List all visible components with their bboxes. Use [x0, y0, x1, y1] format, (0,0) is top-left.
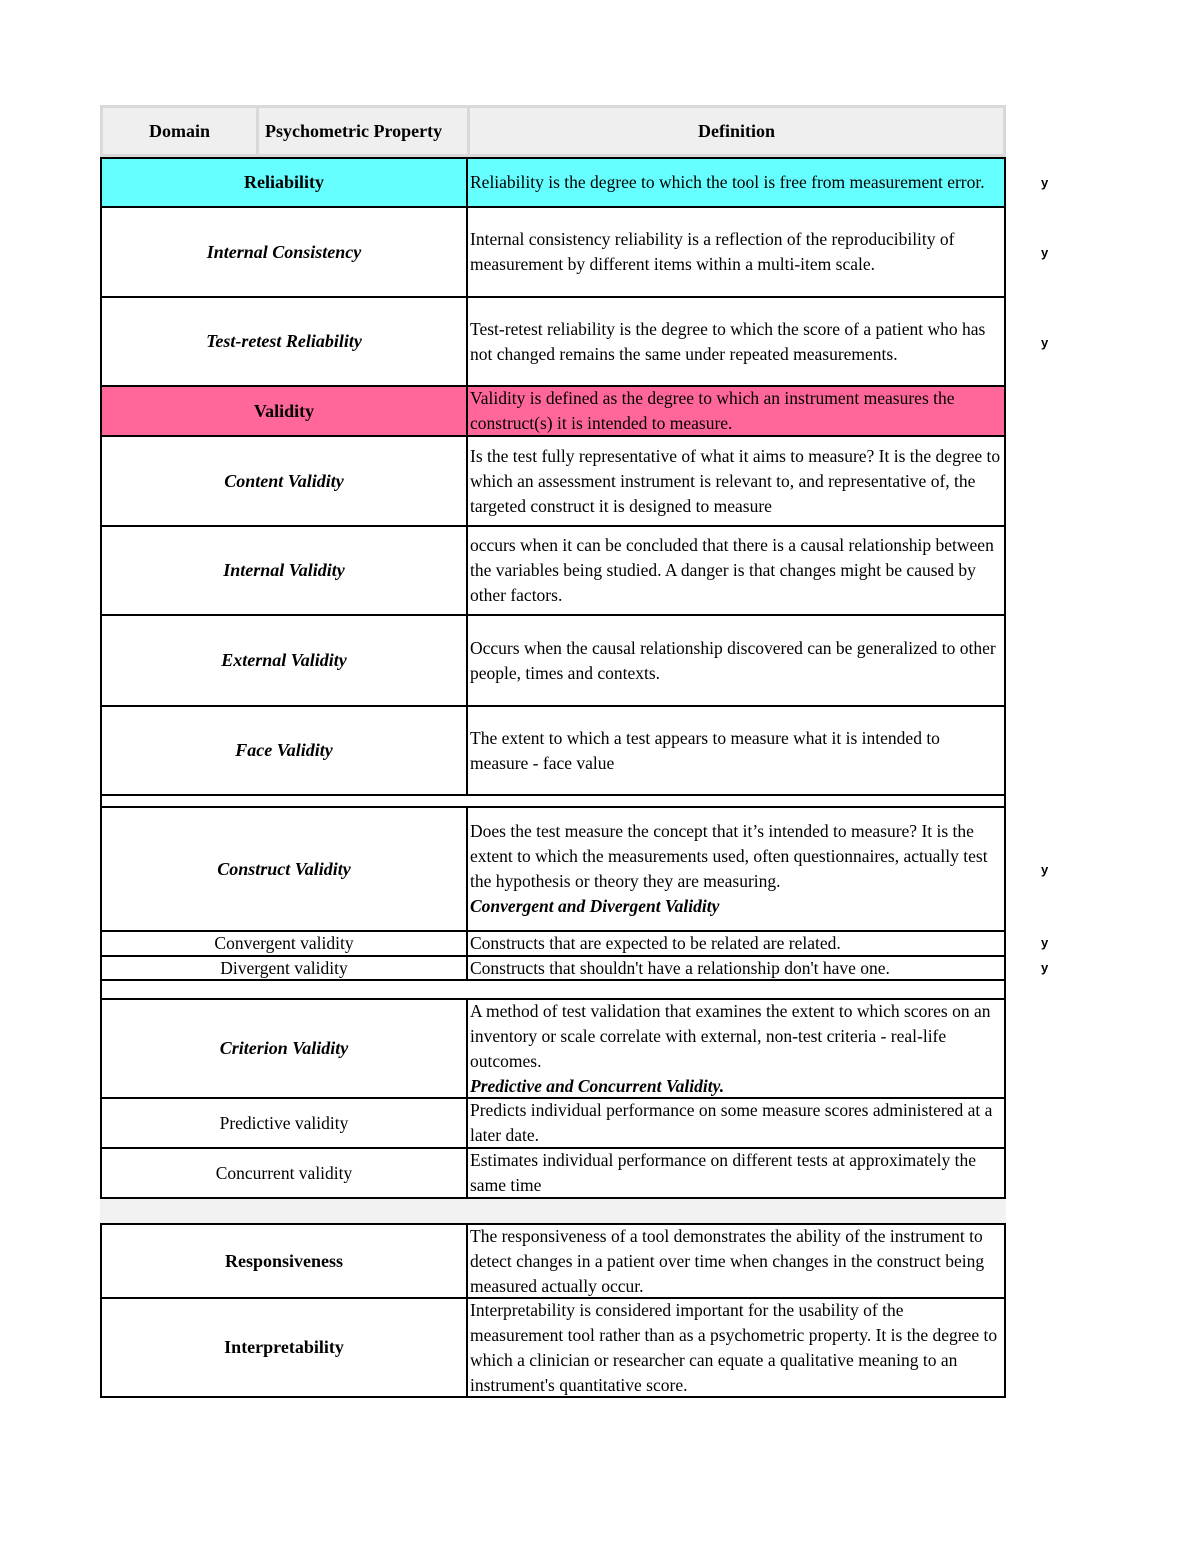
row-content-validity — [100, 437, 1006, 527]
row-face-validity — [100, 707, 1006, 796]
property-name: Internal Consistency — [102, 208, 468, 296]
property-name: Validity — [102, 387, 468, 435]
property-definition: Validity is defined as the degree to which an instrument measures the construct(s) it is intended to measure. — [470, 388, 955, 433]
row-internal-validity — [100, 527, 1006, 616]
property-name: Reliability — [102, 159, 468, 206]
row-responsiveness — [100, 1223, 1006, 1299]
property-definition: Internal consistency reliability is a reflection of the reproducibility of measurement by different items within a multi-item scale. — [470, 229, 955, 274]
header-property: Psychometric Property — [259, 108, 470, 154]
property-definition: Constructs that shouldn't have a relationship don't have one. — [470, 957, 890, 978]
row-reliability — [100, 157, 1006, 208]
row-spacer — [100, 796, 1006, 808]
row-interpretability — [100, 1299, 1006, 1398]
y-mark: y — [1041, 960, 1049, 975]
property-name: Divergent validity — [102, 957, 468, 979]
row-validity — [100, 387, 1006, 437]
property-name: Internal Validity — [102, 527, 468, 614]
definition-text: A method of test validation that examines the extent to which scores on an inventory or scale correlate with external, non-test criteria - real-life outcomes. — [470, 1000, 991, 1071]
header-definition: Definition — [697, 120, 775, 141]
property-name: Test-retest Reliability — [102, 298, 468, 385]
row-concurrent-validity — [100, 1149, 1006, 1199]
row-gap — [100, 1199, 1006, 1223]
property-definition: Reliability is the degree to which the tool is free from measurement error. — [470, 172, 985, 192]
row-convergent-validity — [100, 932, 1006, 957]
property-name: Criterion Validity — [102, 1000, 468, 1097]
y-mark: y — [1041, 862, 1049, 877]
definition-text: Does the test measure the concept that it’s intended to measure? It is the extent to which the measurements used, often questionnaires, actually test the hypothesis or theory they are measuring. — [470, 821, 988, 891]
row-predictive-validity — [100, 1099, 1006, 1149]
property-definition — [468, 1000, 1004, 1097]
property-definition: Is the test fully representative of what it aims to measure? It is the degree to which an assessment instrument is relevant to, and representative of, the targeted construct it is designed to measure — [470, 445, 1001, 516]
property-definition: Estimates individual performance on different tests at approximately the same time — [470, 1150, 977, 1195]
property-definition: Constructs that are expected to be related are related. — [470, 933, 841, 953]
y-mark: y — [1041, 935, 1049, 950]
definition-subheading: Predictive and Concurrent Validity. — [470, 1075, 725, 1096]
row-test-retest — [100, 298, 1006, 387]
property-definition — [468, 808, 1004, 930]
y-mark: y — [1041, 335, 1049, 350]
property-definition: Test-retest reliability is the degree to which the score of a patient who has not changed remains the same under repeated measurements. — [470, 318, 986, 364]
property-name: Responsiveness — [102, 1225, 468, 1297]
psychometric-table — [100, 105, 1006, 1398]
row-internal-consistency — [100, 208, 1006, 298]
row-construct-validity — [100, 808, 1006, 932]
property-name: Face Validity — [102, 707, 468, 794]
property-definition: Interpretability is considered important for the usability of the measurement tool rather than as a psychometric property. It is the degree to which a clinician or researcher can equate a qualitative meaning to an instrument's quantitative score. — [470, 1299, 998, 1395]
property-name: Concurrent validity — [102, 1149, 468, 1197]
property-definition: The extent to which a test appears to measure what it is intended to measure - face value — [470, 727, 940, 773]
property-name: Predictive validity — [102, 1099, 468, 1147]
property-name: Construct Validity — [102, 808, 468, 930]
property-definition: Occurs when the causal relationship discovered can be generalized to other people, times and contexts. — [470, 637, 996, 683]
property-name: Content Validity — [102, 437, 468, 525]
table-header — [100, 105, 1006, 157]
row-external-validity — [100, 616, 1006, 707]
header-domain: Domain — [103, 108, 259, 154]
property-definition: The responsiveness of a tool demonstrates the ability of the instrument to detect changes in a patient over time when changes in the construct being measured actually occur. — [470, 1225, 985, 1296]
property-name: External Validity — [102, 616, 468, 705]
definition-subheading: Convergent and Divergent Validity — [470, 896, 720, 916]
row-divergent-validity — [100, 957, 1006, 981]
y-mark: y — [1041, 245, 1049, 260]
row-criterion-validity — [100, 1000, 1006, 1099]
property-definition: occurs when it can be concluded that there is a causal relationship between the variables being studied. A danger is that changes might be caused by other factors. — [470, 535, 994, 605]
row-spacer — [100, 981, 1006, 1000]
property-name: Convergent validity — [102, 932, 468, 955]
y-mark: y — [1041, 175, 1049, 190]
property-definition: Predicts individual performance on some measure scores administered at a later date. — [470, 1100, 993, 1145]
property-name: Interpretability — [102, 1299, 468, 1396]
